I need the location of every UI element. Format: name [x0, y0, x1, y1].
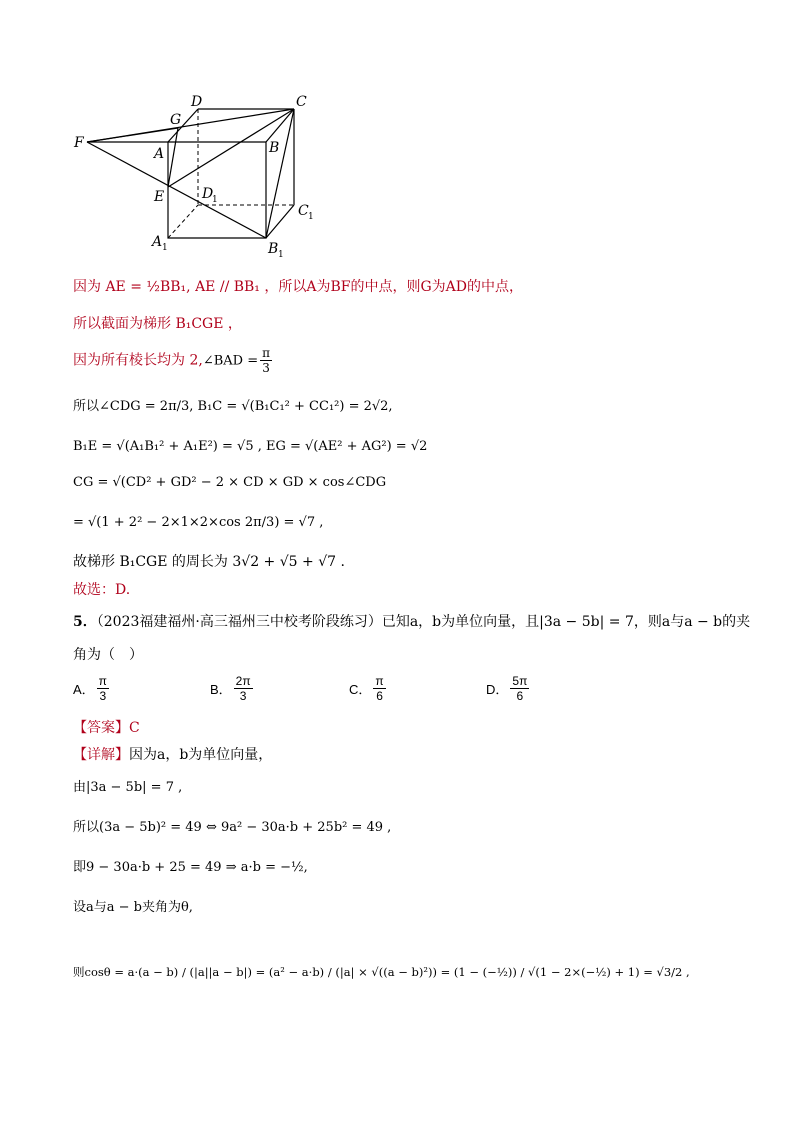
- solution-line-6: CG = √(CD² + GD² − 2 × CD × GD × cos∠CDG: [73, 475, 387, 490]
- question-5-line-2: 角为（ ）: [73, 647, 143, 663]
- edge-length-text: 因为所有棱长均为 2,: [73, 352, 203, 369]
- detail-line-4: 即9 − 30a·b + 25 = 49 ⇒ a·b = −½,: [73, 860, 308, 875]
- answer-value: C: [129, 720, 140, 736]
- options-row: [73, 674, 673, 712]
- option-a: A． $\frac{\pi}{3}$: [73, 674, 107, 703]
- solution-line-8: 故梯形 B₁CGE 的周长为 3√2 + √5 + √7 .: [73, 554, 345, 570]
- pi-over-3: $\frac{\pi}{3}$: [262, 346, 270, 375]
- option-d: D． $\frac{5\pi}{6}$: [486, 674, 528, 703]
- prism-diagram: [70, 90, 330, 260]
- label-D1: D: [202, 186, 214, 202]
- label-D: D: [191, 94, 203, 110]
- choice-statement: 故选：D.: [73, 582, 131, 598]
- label-E: E: [154, 189, 165, 205]
- answer-line: 【答案】C: [73, 720, 140, 736]
- option-b: B． $\frac{2\pi}{3}$: [210, 674, 251, 703]
- label-F: F: [74, 135, 84, 151]
- angle-bad: ∠BAD =: [202, 353, 259, 369]
- label-A: A: [154, 146, 165, 162]
- detail-line-5: 设a与a − b夹角为θ,: [73, 900, 193, 915]
- svg-text:1: 1: [278, 250, 284, 260]
- svg-text:1: 1: [212, 195, 218, 205]
- label-C1: C: [298, 203, 309, 219]
- solution-line-1: 因为 AE = ½BB₁, AE // BB₁ ，所以A为BF的中点，则G为AD的中点，: [73, 279, 524, 295]
- geometry-figure: [70, 90, 330, 260]
- svg-text:1: 1: [308, 212, 314, 222]
- detail-line-6: 则cosθ = a·(a − b) / (|a||a − b|) = (a² − a·b) / (|a| × √((a − b)²)) = (1 − (−½)) / √(1 − 2×(−½) + 1) = √3/2 ,: [73, 965, 690, 979]
- solution-line-2: 所以截面为梯形 B₁CGE ，: [73, 316, 242, 332]
- label-B1: B: [268, 241, 279, 257]
- label-A1: A: [152, 234, 163, 250]
- solution-line-7: = √(1 + 2² − 2×1×2×cos 2π/3) = √7 ,: [73, 515, 324, 530]
- label-C: C: [296, 94, 307, 110]
- option-c: C． $\frac{\pi}{6}$: [349, 674, 384, 703]
- solution-line-5: B₁E = √(A₁B₁² + A₁E²) = √5 , EG = √(AE² + AG²) = √2: [73, 439, 428, 454]
- label-B: B: [269, 140, 280, 156]
- question-source: （2023福建福州·高三福州三中校考阶段练习）: [96, 614, 382, 630]
- question-5-line-1: [73, 612, 750, 632]
- label-G: G: [170, 112, 182, 128]
- detail-line-2: 由|3a − 5b| = 7 ,: [73, 780, 183, 795]
- detail-line-3: 所以(3a − 5b)² = 49 ⇔ 9a² − 30a·b + 25b² = 49 ,: [73, 820, 392, 835]
- solution-line-4: 所以∠CDG = 2π/3, B₁C = √(B₁C₁² + CC₁²) = 2√2,: [73, 399, 393, 414]
- question-number: 5．: [73, 614, 97, 630]
- question-stem: 已知a，b为单位向量，且|3a − 5b| = 7，则a与a − b的夹: [381, 614, 751, 630]
- detail-line-1: 【详解】因为a，b为单位向量，: [73, 747, 273, 763]
- solution-line-3: [73, 346, 274, 375]
- svg-text:1: 1: [162, 243, 168, 253]
